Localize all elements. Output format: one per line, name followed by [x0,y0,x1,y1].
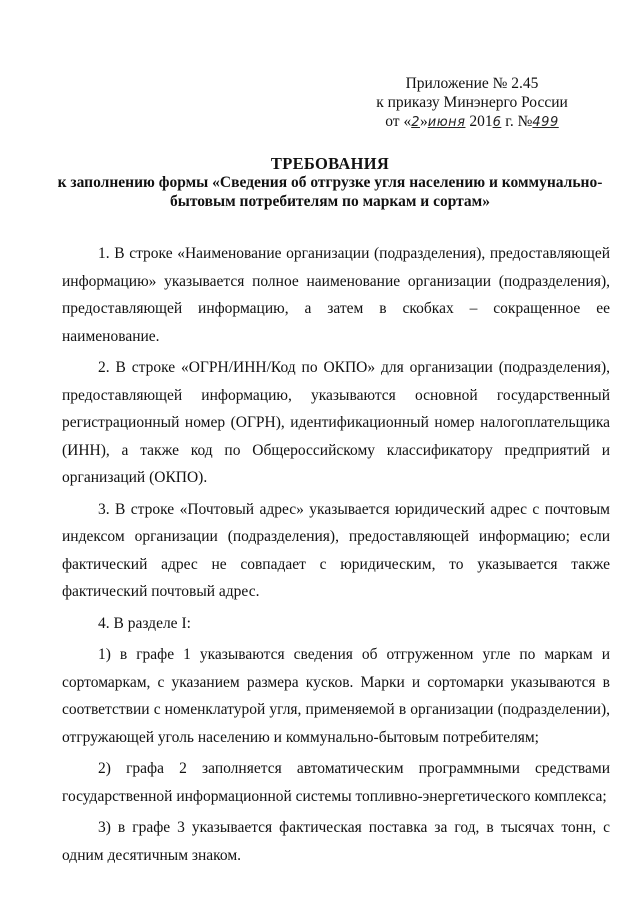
order-reference: к приказу Минэнерго России [376,94,568,111]
appendix-header [362,74,582,132]
date-mid: » [420,113,428,130]
title-subtitle-line2: бытовым потребителям по маркам и сортам» [170,193,490,210]
date-suffix: г. № [501,113,533,130]
handwritten-year-digit: 6 [492,115,502,130]
handwritten-order-number: 499 [532,115,559,130]
date-prefix: от « [385,113,412,130]
title-subtitle-line1: к заполнению формы «Сведения об отгрузке угля населению и коммунально- [57,174,603,191]
document-title [40,154,620,211]
paragraph-4-item-3: 3) в графе 3 указывается фактическая поставка за год, в тысячах тонн, с одним десятичным знаком. [62,819,610,864]
title-main: ТРЕБОВАНИЯ [270,154,390,173]
paragraph-3: 3. В строке «Почтовый адрес» указывается юридический адрес с почтовым индексом организации (подразделения), предоставляющей информацию; если фактический адрес не совпадает с юридическим, то указывается также фактический почтовый адрес. [62,500,610,600]
paragraph-4: 4. В разделе I: [98,614,191,632]
document-body [62,240,610,873]
date-year-prefix: 201 [465,113,493,130]
paragraph-1: 1. В строке «Наименование организации (подразделения), предоставляющей информацию» указывается полное наименование организации (подразделения), предоставляющей информацию, а затем в скобках – сокращенное ее наименование. [62,245,610,345]
handwritten-day: 2 [411,115,420,130]
order-date-line [362,112,582,132]
paragraph-4-item-1: 1) в графе 1 указываются сведения об отгруженном угле по маркам и сортомаркам, с указанием размера кусков. Марки и сортомарки указываются в соответствии с номенклатурой угля, применяемой в организации (подразделении), отгружающей уголь населению и коммунально-бытовым потребителям; [62,646,610,746]
handwritten-month: июня [427,115,466,130]
appendix-number: Приложение № 2.45 [405,75,539,92]
paragraph-4-item-2: 2) графа 2 заполняется автоматическим программными средствами государственной информационной системы топливно-энергетического комплекса; [62,760,610,805]
paragraph-2: 2. В строке «ОГРН/ИНН/Код по ОКПО» для организации (подразделения), предоставляющей информацию, указываются основной государственный регистрационный номер (ОГРН), идентификационный номер налогоплательщика (ИНН), а также код по Общероссийскому классификатору предприятий и организаций (ОКПО). [62,359,610,486]
